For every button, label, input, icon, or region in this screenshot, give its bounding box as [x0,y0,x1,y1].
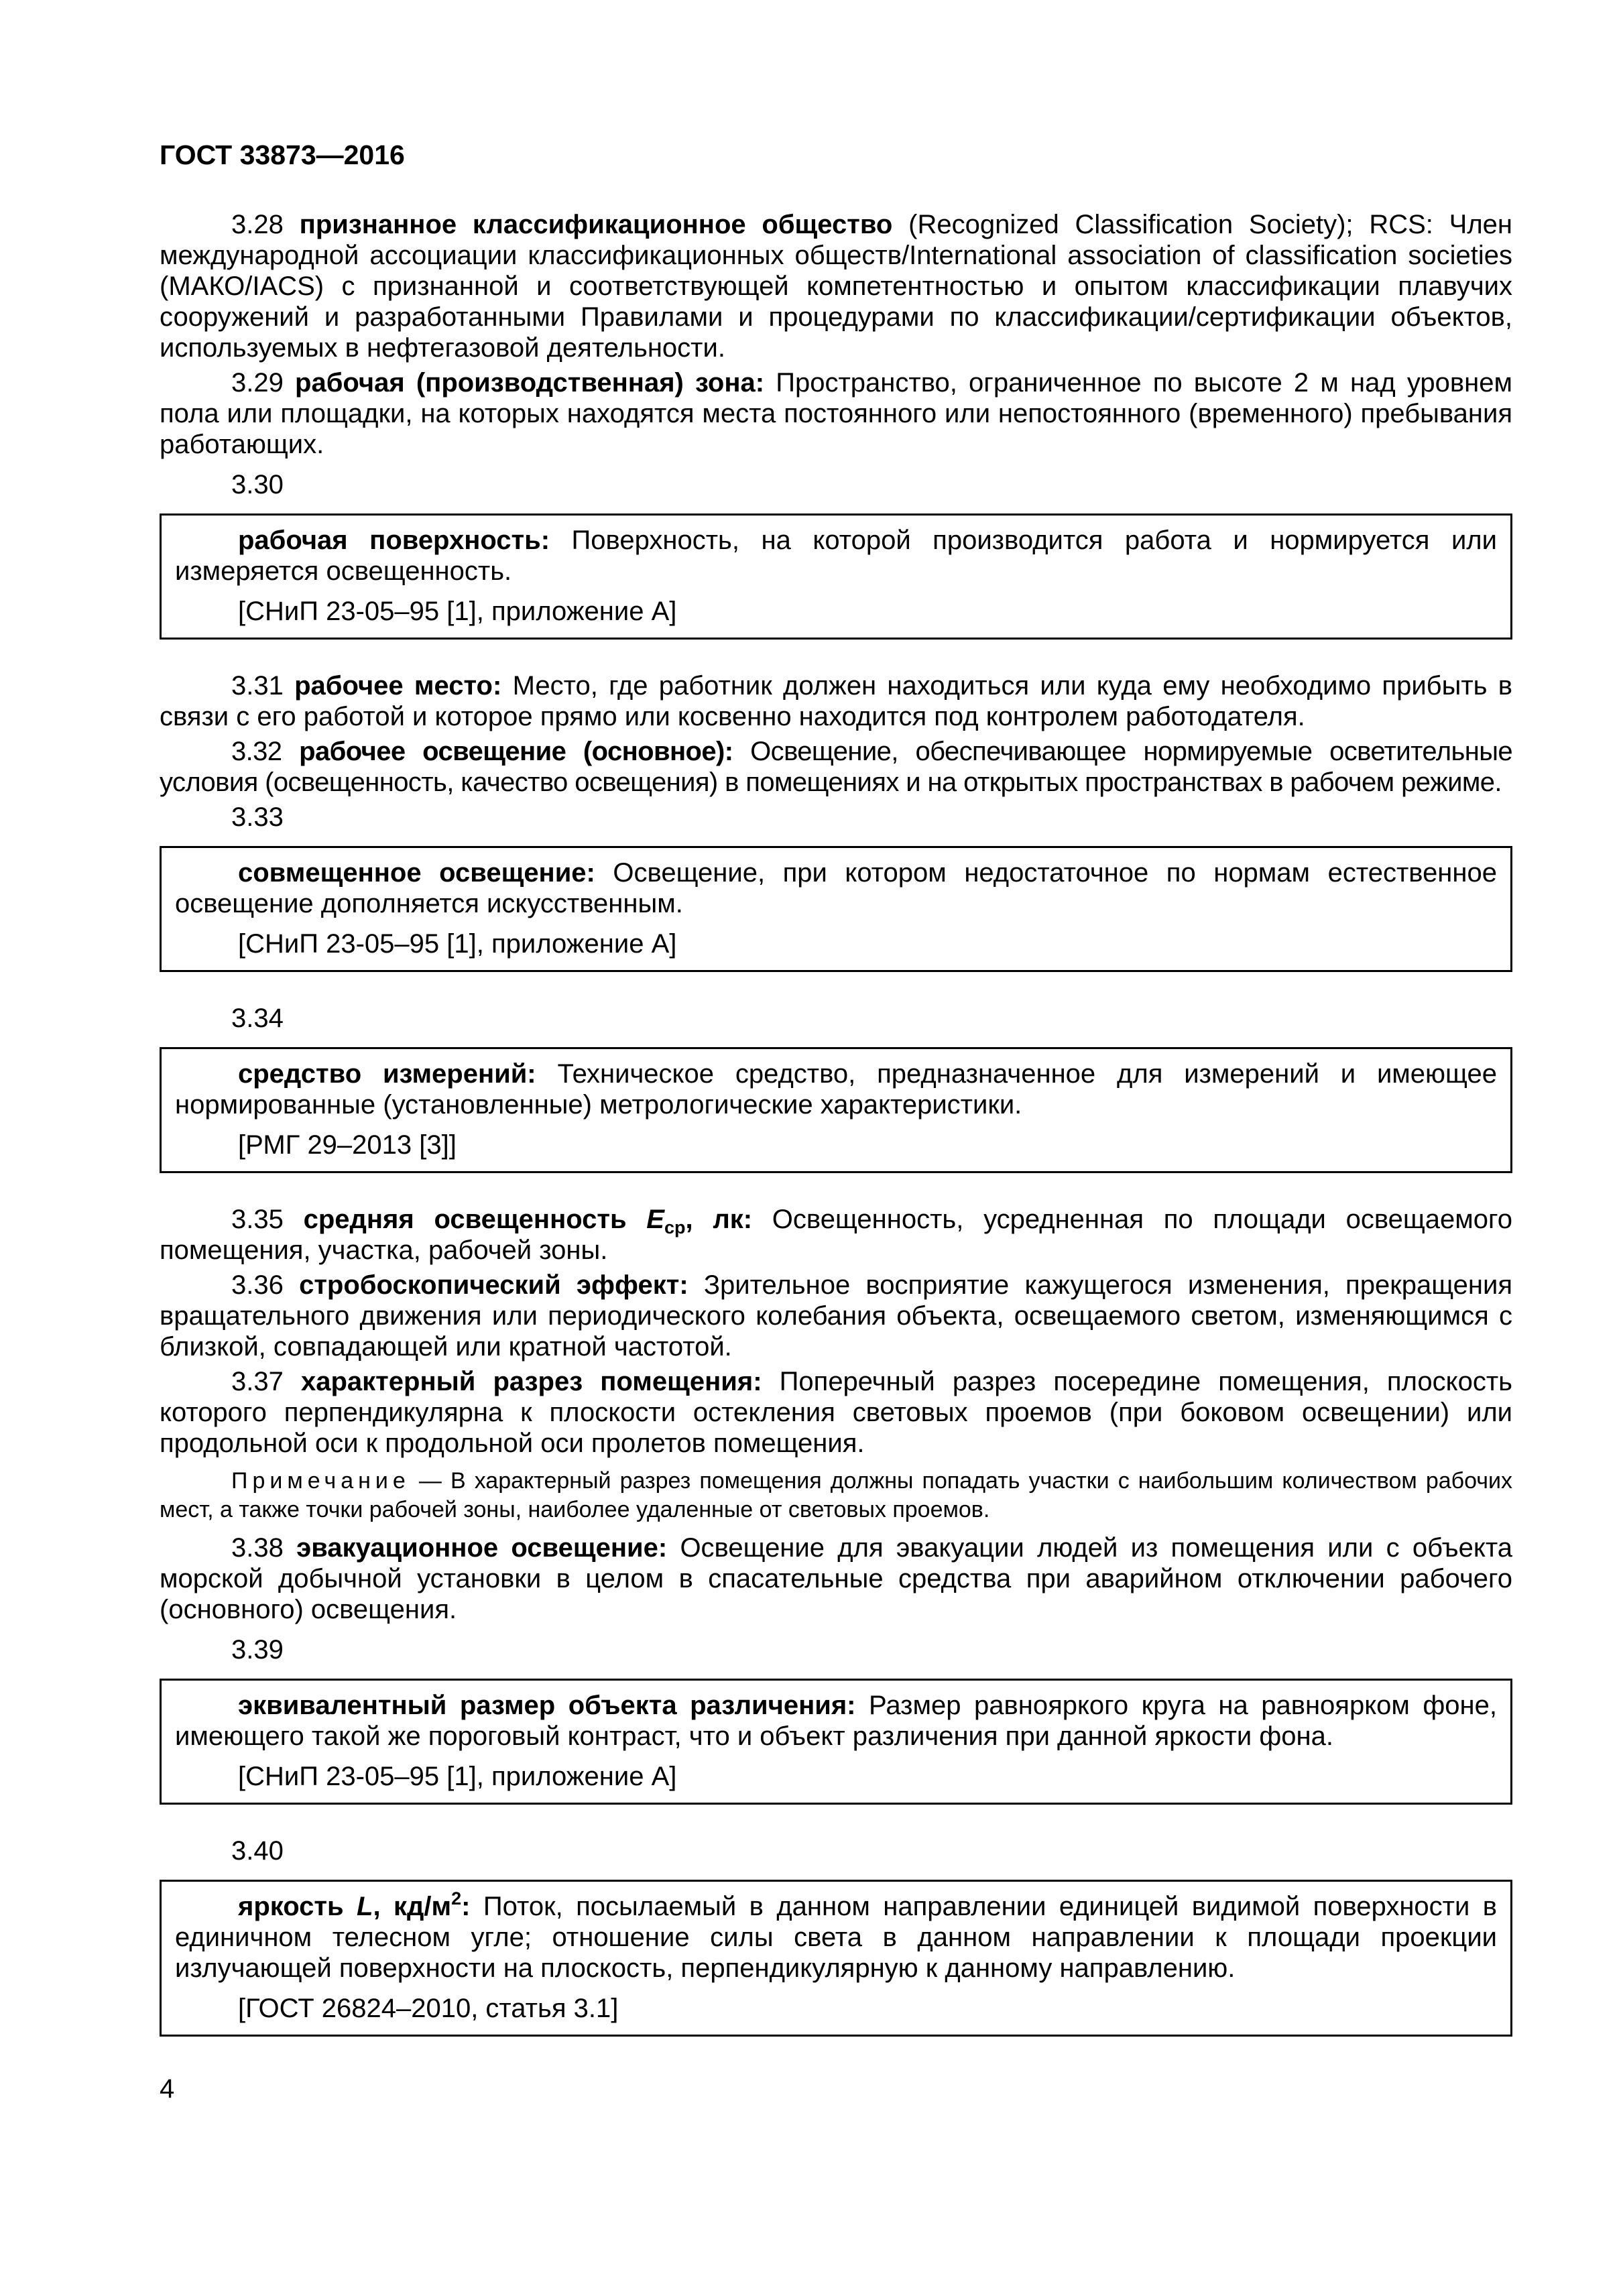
term-name: рабочая (производственная) зона: [295,368,765,398]
term-name: характерный разрез помещения: [300,1367,762,1396]
term-3-36: 3.36 стробоскопический эффект: Зрительное восприятие кажущегося изменения, прекращения вращательного движения или периодического колебания объекта, освещаемого светом, изменяющимся с близкой, совпадающей или кратной частотой. [160,1270,1513,1362]
definition-text: средство измерений: Техническое средство, предназначенное для измерений и имеющее нормированные (установленные) метрологические характеристики. [175,1059,1497,1120]
term-name: эвакуационное освещение: [296,1533,668,1563]
page-number: 4 [160,2074,175,2104]
symbol-e: E [646,1205,664,1234]
term-name: средство измерений: [238,1059,536,1089]
term-number-3-33: 3.33 [231,802,284,832]
definition-source: [СНиП 23-05–95 [1], приложение А] [238,929,677,959]
symbol-l: L [357,1892,373,1921]
term-name: средняя освещенность $E_{ср}$, лк: [303,1205,753,1237]
definition-box-3-39 [160,1679,1512,1805]
term-name: совмещенное освещение: [238,858,595,888]
term-3-35: 3.35 средняя освещенность $E_{ср}$, лк: Освещенность, усредненная по площади освещаемого помещения, участка, рабочей зоны. [160,1205,1512,1265]
definition-text: яркость L, $кд/м^2$: Поток, посылаемый в данном направлении единицей видимой поверхности в единичном телесном угле; отношение силы света в данном направлении к площади проекции излучающей поверхности на плоскость, перпендикулярную к данному направлению. [175,1888,1498,1983]
term-name: яркость L, $кд/м^2$: [238,1888,471,1921]
term-3-38: 3.38 эвакуационное освещение: Освещение для эвакуации людей из помещения или с объекта морской добычной установки в целом в спасательные средства при аварийном отключении рабочего (основного) освещения. [160,1533,1512,1624]
definition-box-3-34 [160,1047,1512,1173]
term-number-3-30: 3.30 [231,470,284,499]
definition-source: [ГОСТ 26824–2010, статья 3.1] [238,1994,619,2023]
definition-box-3-33 [160,846,1512,972]
term-name: рабочая поверхность: [238,526,550,555]
definition-source: [СНиП 23-05–95 [1], приложение А] [238,1762,677,1791]
definition-box-3-40 [160,1880,1512,2037]
text-column [160,138,1512,2067]
term-name: рабочее место: [294,671,502,701]
term-3-31: 3.31 рабочее место: Место, где работник должен находиться или куда ему необходимо прибыть в связи с его работой и которое прямо или косвенно находится под контролем работодателя. [160,671,1513,731]
term-number-3-39: 3.39 [231,1635,284,1665]
term-3-32: 3.32 рабочее освещение (основное): Освещение, обеспечивающее нормируемые осветительные условия (освещенность, качество освещения) в помещениях и на открытых пространствах в рабочем режиме. [160,737,1513,797]
definition-box-3-30 [160,513,1512,640]
definition-text: рабочая поверхность: Поверхность, на которой производится работа и нормируется или измеряется освещенность. [175,526,1497,586]
term-3-29: 3.29 рабочая (производственная) зона: Пространство, ограниченное по высоте 2 м над уровнем пола или площадки, на которых находятся места постоянного или непостоянного (временного) пребывания работающих. [160,368,1512,459]
definition-text: эквивалентный размер объекта различения: Размер равнояркого круга на равноярком фоне, имеющего такой же пороговый контраст, что и объект различения при данной яркости фона. [175,1691,1498,1751]
note: Примечание — В характерный разрез помещения должны попадать участки с наибольшим количеством рабочих мест, а также точки рабочей зоны, наиболее удаленные от световых проемов. [160,1468,1512,1522]
term-number-3-34: 3.34 [231,1004,284,1033]
definition-text: совмещенное освещение: Освещение, при котором недостаточное по нормам естественное освещение дополняется искусственным. [175,858,1497,918]
term-name: рабочее освещение (основное): [299,737,733,766]
term-name: признанное классификационное общество [299,210,893,239]
term-number-3-40: 3.40 [231,1836,284,1866]
definition-source: [РМГ 29–2013 [3]] [238,1130,457,1160]
term-3-28: 3.28 признанное классификационное общество (Recognized Classification Society); RCS: Член международной ассоциации классификационных обществ/International association of classification societies (МАКО/IACS) с признанной и соответствующей компетентностью и опытом классификации плавучих сооружений и разработанными Правилами и процедурами по классификации/сертификации объектов, используемых в нефтегазовой деятельности. [160,210,1512,363]
term-3-37: 3.37 характерный разрез помещения: Поперечный разрез посередине помещения, плоскость которого перпендикулярна к плоскости остекления световых проемов (при боковом освещении) или продольной оси к продольной оси пролетов помещения. [160,1367,1512,1458]
term-name: стробоскопический эффект: [299,1270,688,1300]
note-label: Примечание [231,1468,410,1494]
document-header: ГОСТ 33873—2016 [160,139,405,170]
definition-source: [СНиП 23-05–95 [1], приложение А] [238,597,677,626]
term-name: эквивалентный размер объекта различения: [238,1691,856,1720]
